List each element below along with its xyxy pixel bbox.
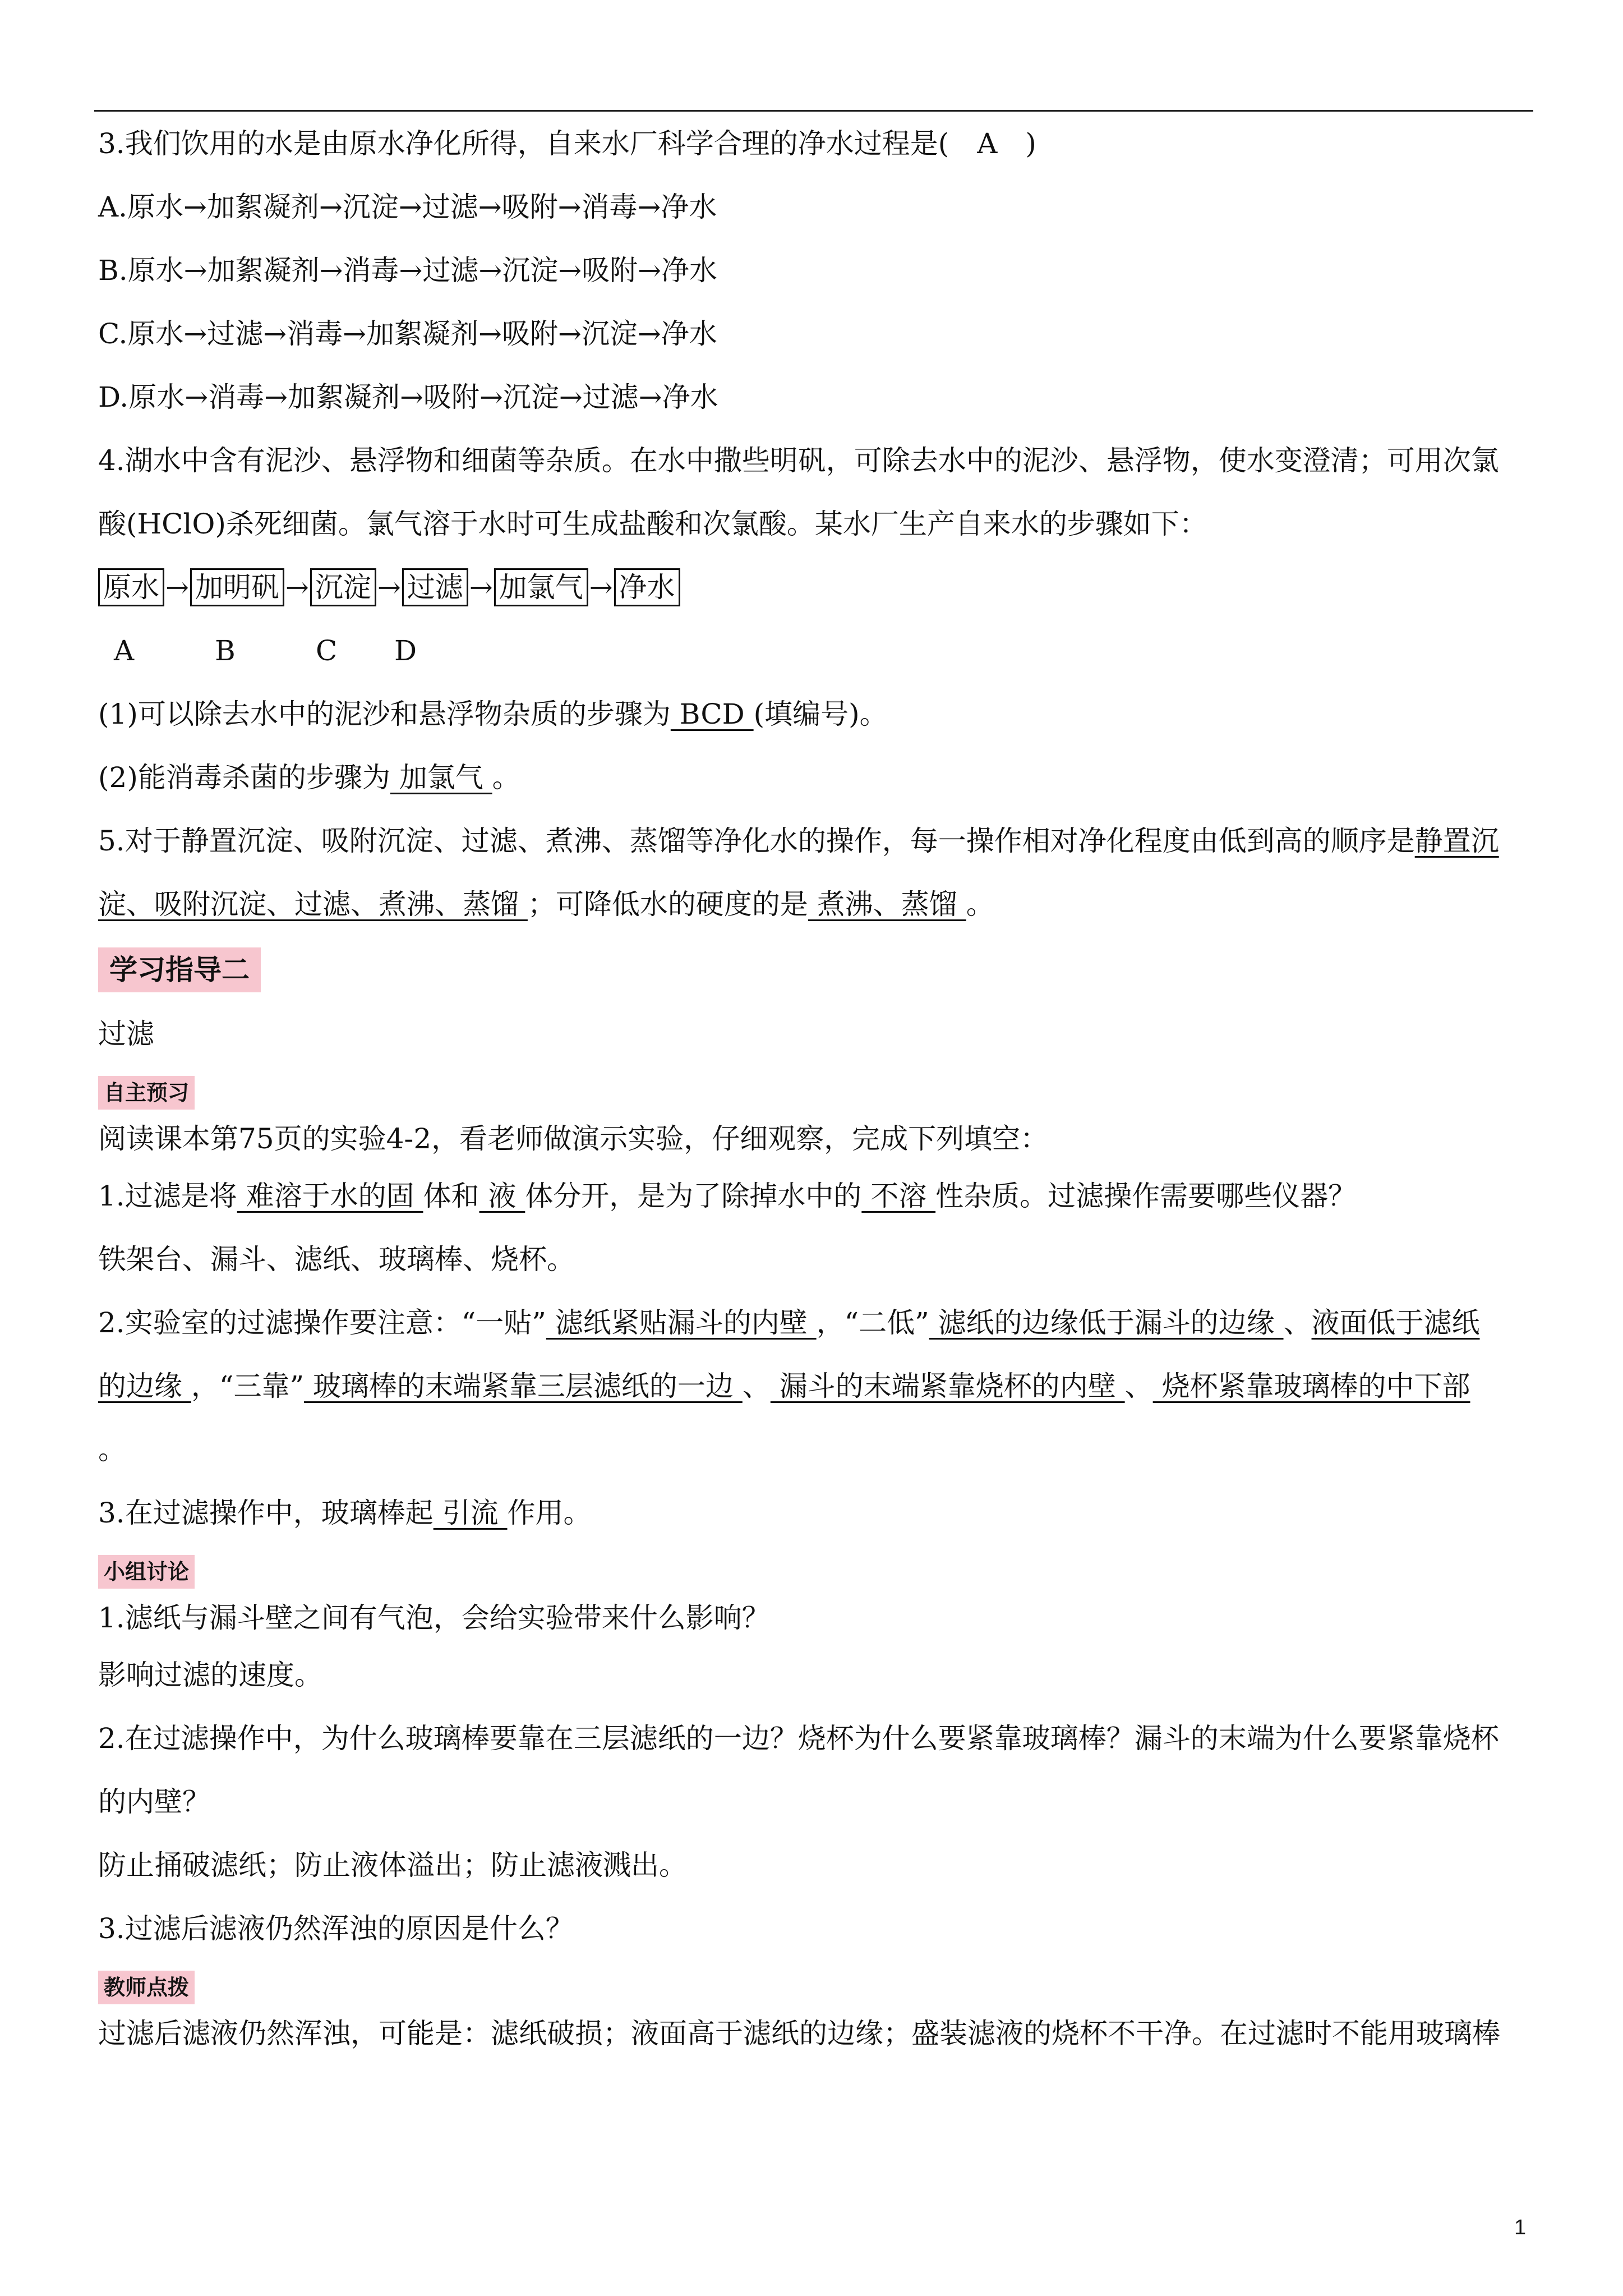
- question-4-line-1: 4.湖水中含有泥沙、悬浮物和细菌等杂质。在水中撒些明矾，可除去水中的泥沙、悬浮物，使水变澄清；可用次氯: [98, 444, 1499, 477]
- answer-blank: 加氯气: [390, 761, 492, 794]
- discuss-q1-answer: 影响过滤的速度。: [98, 1659, 322, 1691]
- option-d: D.原水→消毒→加絮凝剂→吸附→沉淀→过滤→净水: [98, 381, 718, 413]
- header-rule: [94, 110, 1533, 112]
- answer-blank: 难溶于水的固: [237, 1180, 423, 1212]
- option-b: B.原水→加絮凝剂→消毒→过滤→沉淀→吸附→净水: [98, 254, 718, 287]
- text: 性杂质。过滤操作需要哪些仪器？: [935, 1180, 1357, 1212]
- text: 体分开，是为了除掉水中的: [525, 1180, 862, 1212]
- flow-arrow: →: [165, 571, 189, 604]
- answer-blank: 液面低于滤纸: [1311, 1306, 1480, 1339]
- flow-arrow: →: [285, 571, 309, 604]
- answer-blank: 不溶: [861, 1180, 936, 1212]
- document-body: [98, 112, 1534, 2059]
- flow-step-filter: 过滤: [402, 568, 468, 606]
- page-number: 1: [1514, 2216, 1527, 2239]
- text: 、: [1283, 1306, 1312, 1339]
- discuss-q2-answer: 防止捅破滤纸；防止液体溢出；防止滤液溅出。: [98, 1849, 687, 1881]
- tag-self-preview: 自主预习: [98, 1076, 195, 1110]
- preview-intro: 阅读课本第75页的实验4-2，看老师做演示实验，仔细观察，完成下列填空：: [98, 1122, 1049, 1155]
- text: (1)可以除去水中的泥沙和悬浮物杂质的步骤为: [98, 698, 671, 730]
- tag-teacher-tips: 教师点拨: [98, 1971, 195, 2004]
- text: 1.过滤是将: [98, 1180, 237, 1212]
- text: 、: [742, 1370, 771, 1402]
- preview-q1: [98, 1165, 1534, 1228]
- answer-blank: 漏斗的末端紧靠烧杯的内壁: [770, 1370, 1125, 1402]
- text: ，“三靠”: [191, 1370, 305, 1402]
- text: 3.在过滤操作中，玻璃棒起: [98, 1497, 434, 1529]
- question-4-sub-2: [98, 746, 1534, 809]
- text: 5.对于静置沉淀、吸附沉淀、过滤、煮沸、蒸馏等净化水的操作，每一操作相对净化程度由低到高的顺序是: [98, 825, 1415, 857]
- flow-step-chlorine: 加氯气: [494, 568, 588, 606]
- process-flow: [98, 556, 1534, 619]
- discuss-q3: 3.过滤后滤液仍然浑浊的原因是什么？: [98, 1912, 574, 1945]
- preview-q1-answer: 铁架台、漏斗、滤纸、玻璃棒、烧杯。: [98, 1243, 575, 1276]
- answer-blank: BCD: [670, 698, 754, 730]
- text: 体和: [423, 1180, 479, 1212]
- discuss-q1: 1.滤纸与漏斗壁之间有气泡，会给实验带来什么影响？: [98, 1602, 770, 1634]
- flow-step-letters: [98, 619, 1534, 683]
- text: ，“二低”: [816, 1306, 929, 1339]
- question-4-line-2: 酸(HClO)杀死细菌。氯气溶于水时可生成盐酸和次氯酸。某水厂生产自来水的步骤如下：: [98, 508, 1207, 540]
- answer-blank: 烧杯紧靠玻璃棒的中下部: [1152, 1370, 1470, 1402]
- flow-step-raw-water: 原水: [98, 568, 164, 606]
- flow-step-clean-water: 净水: [614, 568, 680, 606]
- flow-step-settle: 沉淀: [310, 568, 376, 606]
- question-5-line-1: [98, 809, 1534, 873]
- text: (填编号)。: [753, 698, 888, 730]
- preview-q2-line-3: 。: [98, 1433, 126, 1466]
- flow-step-alum: 加明矾: [190, 568, 284, 606]
- letter-c: C: [316, 634, 338, 667]
- teacher-tip-line-1: 过滤后滤液仍然浑浊，可能是：滤纸破损；液面高于滤纸的边缘；盛装滤液的烧杯不干净。在过滤时不能用玻璃棒: [98, 2017, 1500, 2050]
- preview-q2-line-2: [98, 1355, 1534, 1418]
- discuss-q2-line-2: 的内壁？: [98, 1786, 210, 1818]
- answer-blank: 淀、吸附沉淀、过滤、煮沸、蒸馏: [98, 888, 528, 921]
- topic-title: 过滤: [98, 1018, 154, 1050]
- question-5-line-2: [98, 873, 1534, 936]
- flow-arrow: →: [377, 571, 401, 604]
- text: 2.实验室的过滤操作要注意：“一贴”: [98, 1306, 546, 1339]
- text: 。: [492, 761, 520, 794]
- text: (2)能消毒杀菌的步骤为: [98, 761, 390, 794]
- answer-blank: 滤纸的边缘低于漏斗的边缘: [929, 1306, 1284, 1339]
- flow-arrow: →: [589, 571, 613, 604]
- letter-a: A: [114, 634, 135, 667]
- answer-blank: 引流: [433, 1497, 508, 1529]
- letter-b: B: [215, 634, 236, 667]
- letter-d: D: [394, 634, 417, 667]
- answer-blank: 煮沸、蒸馏: [808, 888, 966, 921]
- answer-blank: 的边缘: [98, 1370, 191, 1402]
- discuss-q2-line-1: 2.在过滤操作中，为什么玻璃棒要靠在三层滤纸的一边？烧杯为什么要紧靠玻璃棒？漏斗的末端为什么要紧靠烧杯: [98, 1722, 1499, 1755]
- text: ；可降低水的硬度的是: [527, 888, 808, 921]
- text: 作用。: [507, 1497, 592, 1529]
- answer-blank: 玻璃棒的末端紧靠三层滤纸的一边: [304, 1370, 743, 1402]
- question-3: 3.我们饮用的水是由原水净化所得，自来水厂科学合理的净水过程是( A ): [98, 127, 1036, 160]
- preview-q3: [98, 1481, 1534, 1545]
- option-a: A.原水→加絮凝剂→沉淀→过滤→吸附→消毒→净水: [98, 191, 717, 223]
- flow-arrow: →: [469, 571, 493, 604]
- text: 、: [1124, 1370, 1153, 1402]
- section-heading: 学习指导二: [98, 947, 261, 992]
- answer-blank: 液: [479, 1180, 525, 1212]
- answer-blank: 滤纸紧贴漏斗的内壁: [546, 1306, 817, 1339]
- tag-group-discussion: 小组讨论: [98, 1555, 195, 1589]
- text: 。: [966, 888, 994, 921]
- question-4-sub-1: [98, 683, 1534, 746]
- option-c: C.原水→过滤→消毒→加絮凝剂→吸附→沉淀→净水: [98, 318, 717, 350]
- answer-blank: 静置沉: [1414, 825, 1499, 857]
- preview-q2-line-1: [98, 1291, 1534, 1355]
